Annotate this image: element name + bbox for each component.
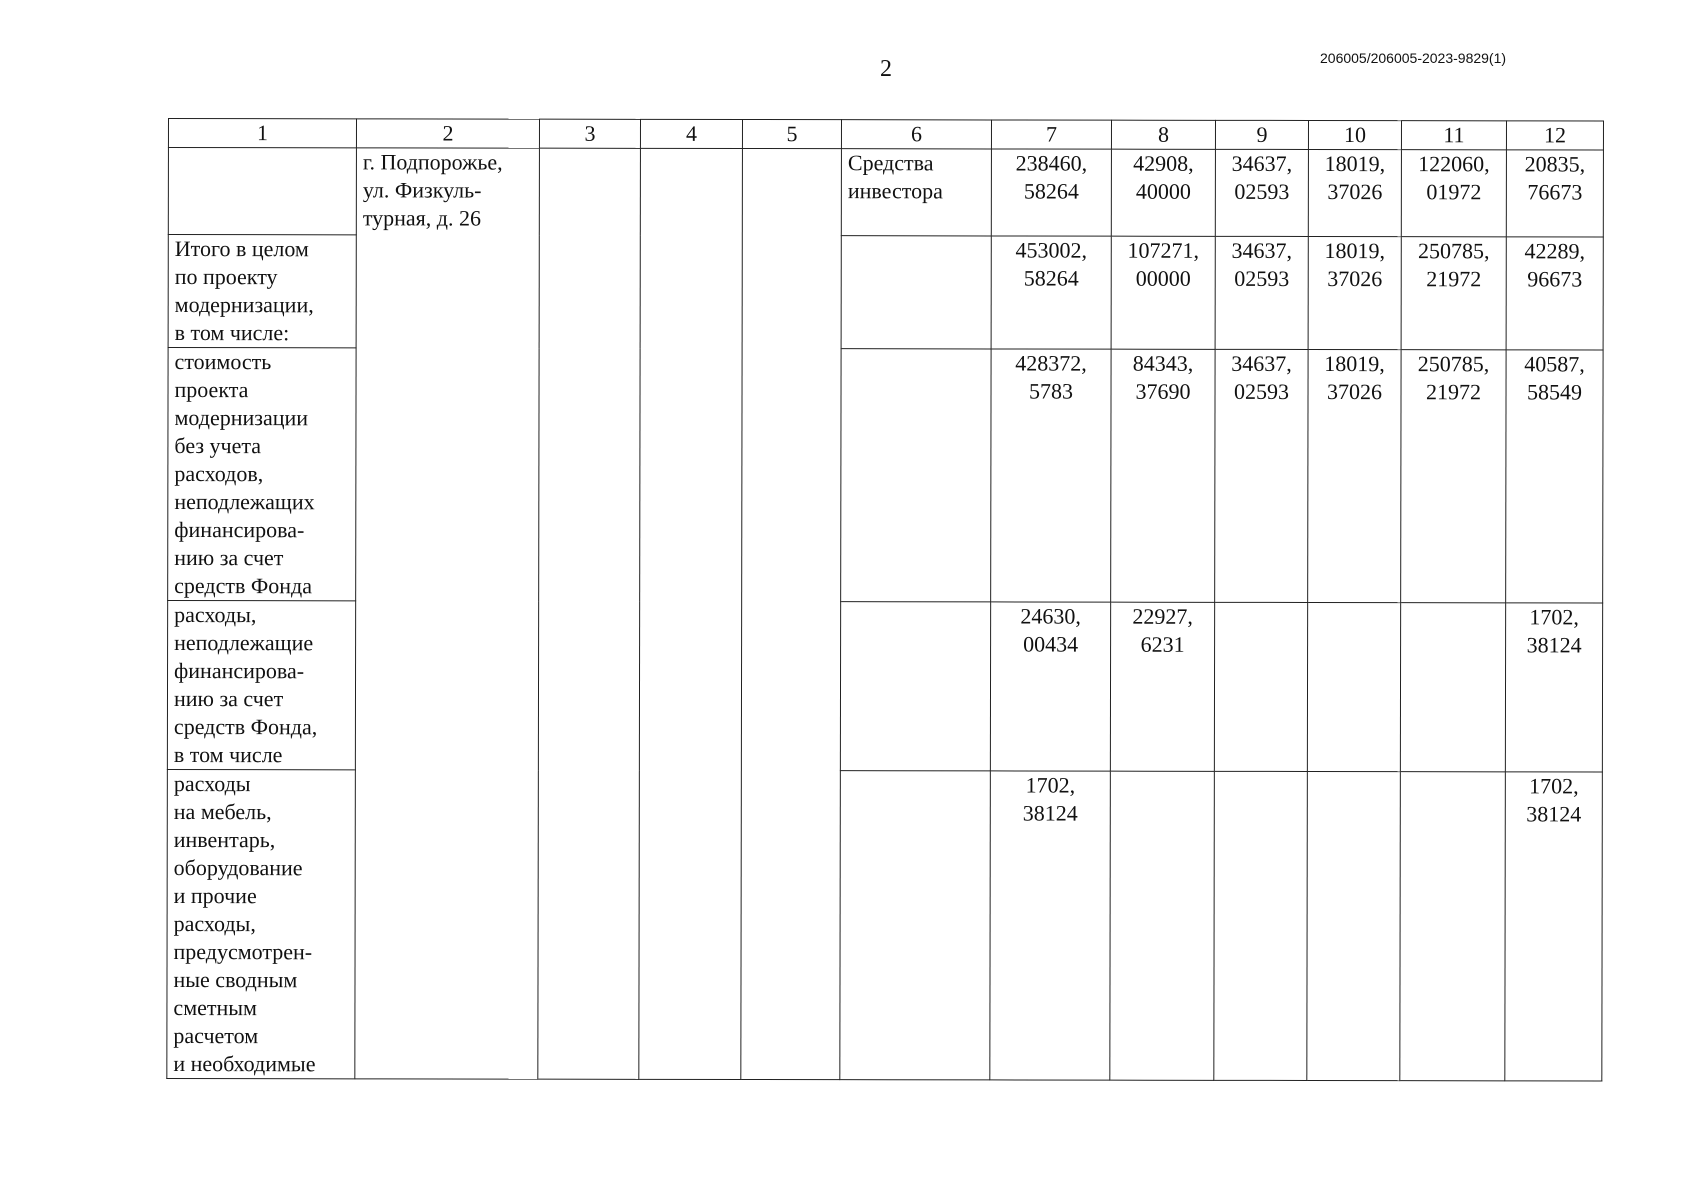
value-cell: 34637, 02593 [1215, 149, 1308, 236]
value-cell: 42289, 96673 [1506, 237, 1603, 350]
column-5-cell [741, 149, 842, 1080]
value-cell [1110, 771, 1215, 1080]
value-cell: 1702, 38124 [1505, 603, 1602, 772]
table-header-row [168, 119, 1603, 151]
header-cell: 9 [1215, 120, 1308, 149]
header-cell: 4 [640, 119, 742, 148]
address-cell: г. Подпорожье, ул. Физкуль- турная, д. 26 [355, 148, 540, 1079]
value-cell: 1702, 38124 [1505, 772, 1603, 1081]
value-cell: 84343, 37690 [1111, 349, 1215, 602]
value-cell [1400, 772, 1506, 1081]
value-cell: 40587, 58549 [1506, 350, 1603, 603]
value-cell: 24630, 00434 [990, 602, 1110, 771]
value-cell: 18019, 37026 [1308, 236, 1401, 349]
value-cell: 122060, 01972 [1401, 150, 1506, 237]
value-cell: 18019, 37026 [1308, 349, 1401, 602]
value-cell: 428372, 5783 [991, 349, 1111, 602]
header-cell: 12 [1506, 121, 1603, 150]
funding-source-cell [841, 236, 991, 349]
row-label: расходы на мебель, инвентарь, оборудование и прочие расходы, предусмотрен- ные сводным сметным расчетом и необходимые [167, 769, 356, 1078]
column-4-cell [639, 148, 743, 1079]
value-cell: 18019, 37026 [1308, 149, 1401, 236]
row-label [168, 148, 356, 235]
value-cell: 453002, 58264 [991, 236, 1111, 349]
funding-source-cell [840, 771, 991, 1080]
row-label: стоимость проекта модернизации без учета расходов, неподлежащих финансирова- нию за счет средств Фонда [168, 348, 356, 601]
value-cell: 42908, 40000 [1111, 149, 1215, 236]
value-cell: 22927, 6231 [1110, 602, 1214, 771]
header-cell: 5 [742, 120, 841, 149]
funding-source-cell [840, 602, 990, 771]
value-cell [1400, 603, 1505, 772]
header-cell: 10 [1308, 120, 1401, 149]
table-row [168, 148, 1603, 238]
value-cell [1307, 771, 1401, 1080]
header-cell: 7 [991, 120, 1111, 149]
header-cell: 3 [539, 119, 640, 148]
row-label: расходы, неподлежащие финансирова- нию за счет средств Фонда, в том числе [167, 601, 355, 770]
data-table [166, 118, 1604, 1082]
value-cell: 34637, 02593 [1215, 349, 1308, 602]
funding-source-cell [841, 349, 991, 602]
document-code: 206005/206005-2023-9829(1) [1320, 50, 1507, 66]
value-cell: 238460, 58264 [991, 149, 1111, 236]
header-cell: 1 [168, 119, 356, 148]
value-cell: 250785, 21972 [1401, 237, 1506, 350]
page-number: 2 [880, 56, 892, 82]
value-cell [1307, 602, 1400, 771]
row-label: Итого в целом по проекту модернизации, в том числе: [168, 235, 356, 348]
value-cell: 1702, 38124 [990, 771, 1111, 1080]
header-cell: 11 [1401, 121, 1506, 150]
column-3-cell [538, 148, 641, 1079]
value-cell [1214, 771, 1308, 1080]
value-cell: 250785, 21972 [1401, 350, 1506, 603]
header-cell: 2 [356, 119, 539, 148]
funding-source-cell: Средства инвестора [841, 149, 991, 236]
header-cell: 6 [841, 120, 991, 149]
value-cell: 20835, 76673 [1506, 150, 1603, 237]
value-cell [1214, 602, 1307, 771]
header-cell: 8 [1111, 120, 1215, 149]
value-cell: 34637, 02593 [1215, 236, 1308, 349]
value-cell: 107271, 00000 [1111, 236, 1215, 349]
